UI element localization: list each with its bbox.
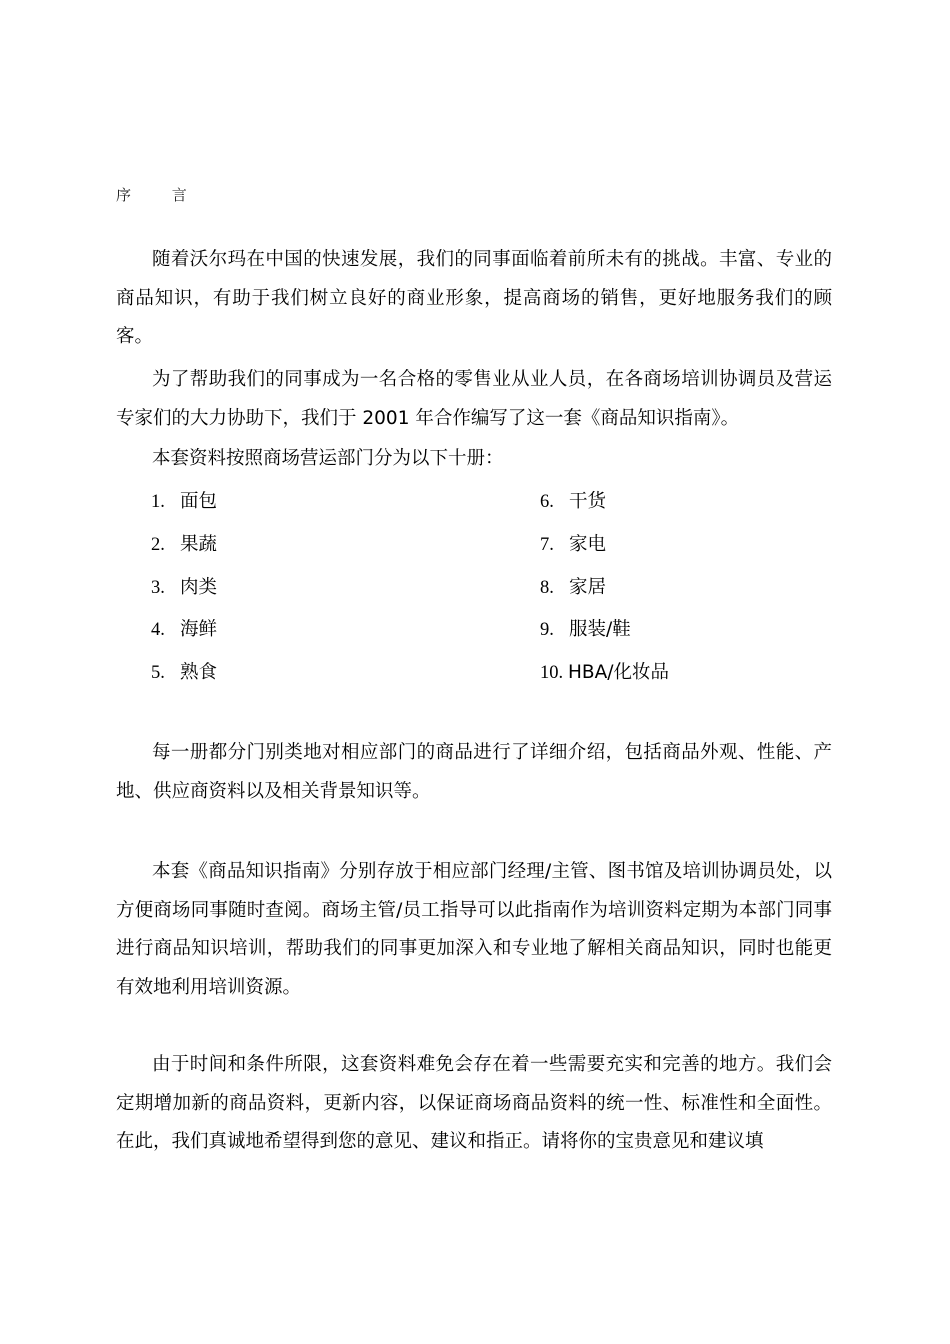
list-item bbox=[151, 532, 217, 558]
list-item bbox=[540, 660, 669, 686]
list-item-number: 3. bbox=[151, 578, 165, 598]
paragraph-purpose: 为了帮助我们的同事成为一名合格的零售业从业人员，在各商场培训协调员及营运专家们的大力协助下，我们于 2001 年合作编写了这一套《商品知识指南》。 bbox=[116, 369, 832, 429]
paragraph-volume-content: 每一册都分门别类地对相应部门的商品进行了详细介绍，包括商品外观、性能、产地、供应商资料以及相关背景知识等。 bbox=[116, 742, 832, 802]
list-item-number: 9. bbox=[540, 620, 554, 640]
paragraph-volumes-intro: 本套资料按照商场营运部门分为以下十册： bbox=[152, 448, 504, 469]
list-item bbox=[151, 489, 217, 515]
list-item-label: 海鲜 bbox=[180, 619, 218, 640]
list-item-label: 果蔬 bbox=[180, 534, 218, 555]
list-item-number: 8. bbox=[540, 578, 554, 598]
paragraph-storage-usage: 本套《商品知识指南》分别存放于相应部门经理/主管、图书馆及培训协调员处，以方便商场同事随时查阅。商场主管/员工指导可以此指南作为培训资料定期为本部门同事进行商品知识培训，帮助我们的同事更加深入和专业地了解相关商品知识，同时也能更有效地利用培训资源。 bbox=[116, 861, 832, 998]
list-item-label: 肉类 bbox=[180, 577, 218, 598]
list-item bbox=[540, 575, 606, 601]
list-item-number: 6. bbox=[540, 492, 554, 512]
list-item-number: 5. bbox=[151, 663, 165, 683]
list-item-label: 干货 bbox=[569, 491, 607, 512]
list-item bbox=[151, 575, 217, 601]
preface-heading: 序 言 bbox=[116, 186, 205, 204]
list-item-number: 7. bbox=[540, 535, 554, 555]
list-item bbox=[151, 660, 217, 686]
list-item-label: HBA/化妆品 bbox=[568, 662, 669, 683]
list-item bbox=[151, 617, 217, 643]
paragraph-intro: 随着沃尔玛在中国的快速发展，我们的同事面临着前所未有的挑战。丰富、专业的商品知识，有助于我们树立良好的商业形象，提高商场的销售，更好地服务我们的顾客。 bbox=[116, 249, 832, 347]
list-item bbox=[540, 489, 606, 515]
list-item-number: 4. bbox=[151, 620, 165, 640]
list-item bbox=[540, 532, 606, 558]
list-item-label: 熟食 bbox=[180, 662, 218, 683]
list-item-label: 服装/鞋 bbox=[569, 619, 631, 640]
list-item bbox=[540, 617, 631, 643]
list-item-number: 10. bbox=[540, 663, 564, 683]
list-item-label: 家电 bbox=[569, 534, 607, 555]
list-item-number: 2. bbox=[151, 535, 165, 555]
list-item-number: 1. bbox=[151, 492, 165, 512]
paragraph-feedback: 由于时间和条件所限，这套资料难免会存在着一些需要充实和完善的地方。我们会定期增加新的商品资料，更新内容，以保证商场商品资料的统一性、标准性和全面性。在此，我们真诚地希望得到您的意见、建议和指正。请将你的宝贵意见和建议填 bbox=[116, 1054, 832, 1152]
list-item-label: 面包 bbox=[180, 491, 218, 512]
list-item-label: 家居 bbox=[569, 577, 607, 598]
